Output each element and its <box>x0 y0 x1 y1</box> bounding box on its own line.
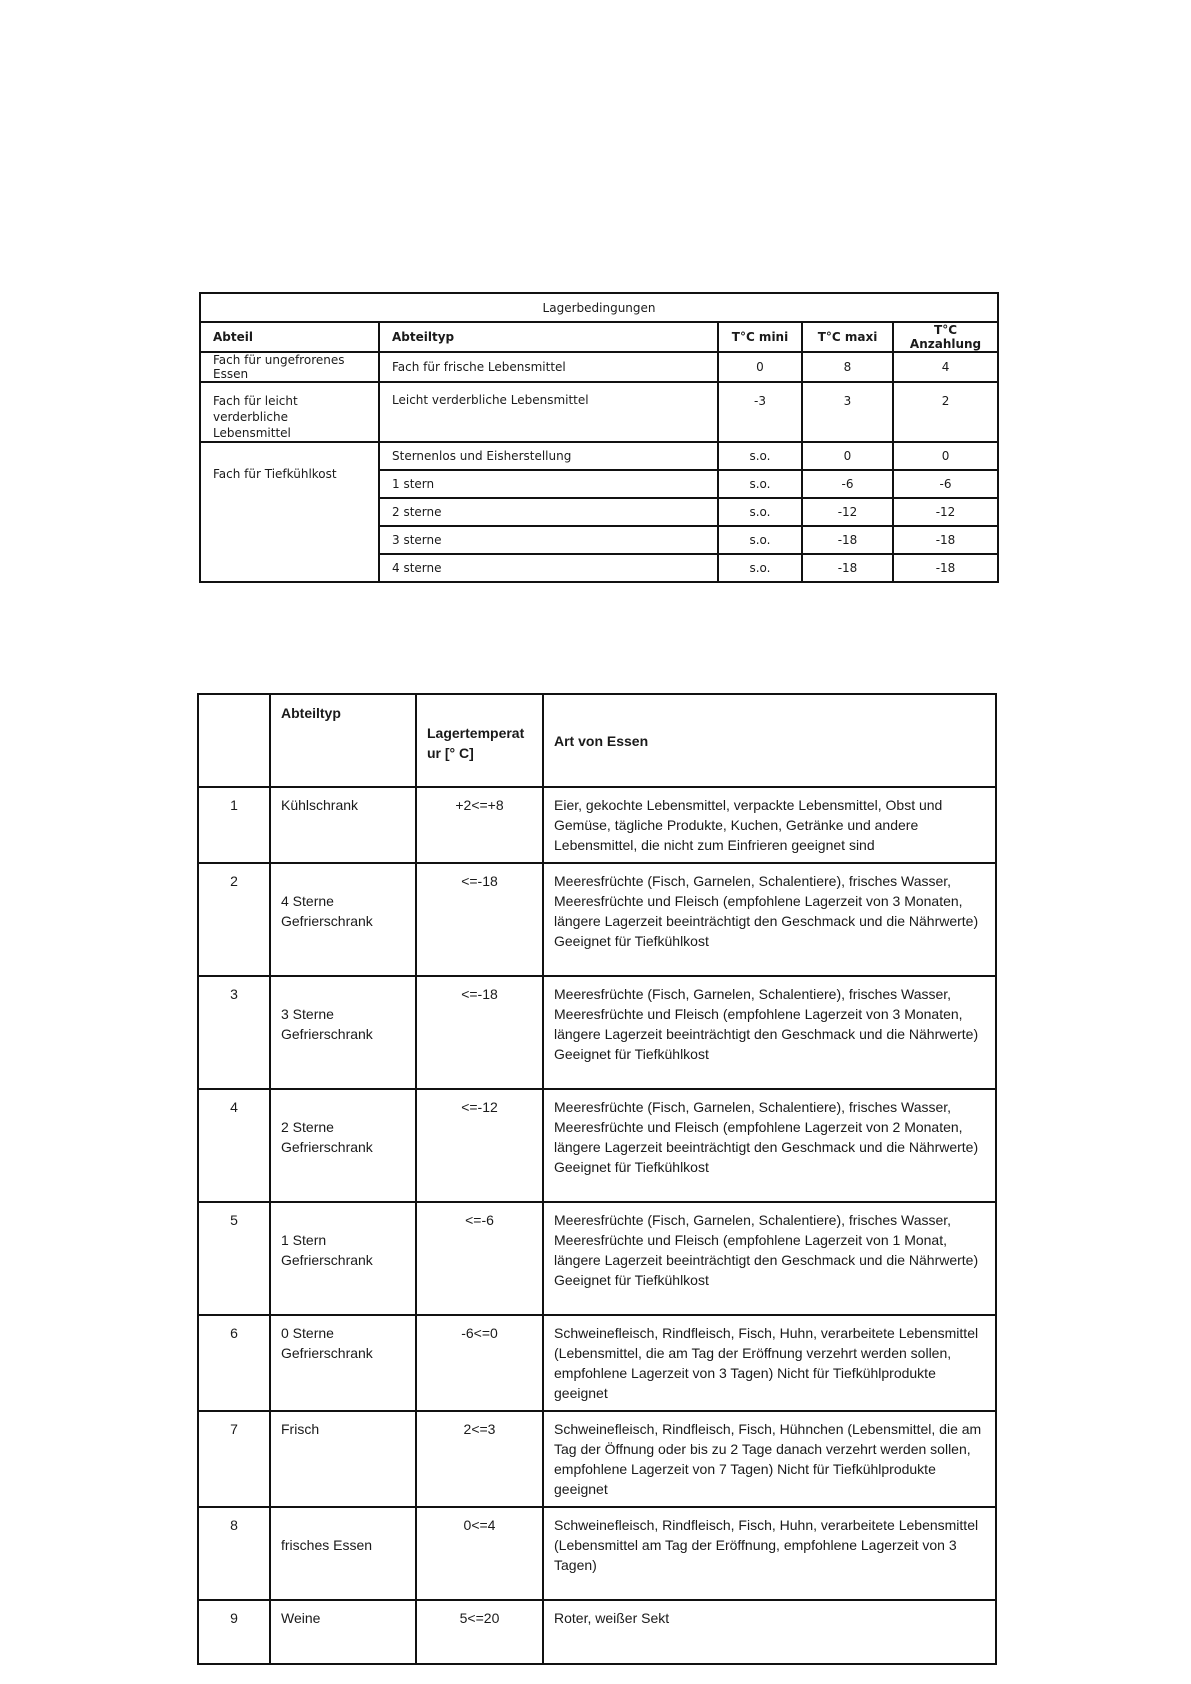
cell-lagertemperatur: +2<=+8 <box>416 787 543 863</box>
cell-t-maxi: 3 <box>802 382 893 442</box>
cell-nr: 7 <box>198 1411 270 1507</box>
lagerbedingungen-table <box>199 292 999 583</box>
table-row <box>198 787 996 863</box>
cell-abteiltyp: Leicht verderbliche Lebensmittel <box>379 382 718 442</box>
cell-abteiltyp: 4 sterne <box>379 554 718 582</box>
table-title: Lagerbedingungen <box>200 293 998 322</box>
header-abteiltyp: Abteiltyp <box>270 694 416 787</box>
table-row <box>200 352 998 382</box>
cell-t-maxi: -12 <box>802 498 893 526</box>
cell-nr: 4 <box>198 1089 270 1202</box>
cell-art-von-essen: Meeresfrüchte (Fisch, Garnelen, Schalentiere), frisches Wasser, Meeresfrüchte und Fleisch (empfohlene Lagerzeit von 2 Monaten, längere Lagerzeit beeinträchtigt den Geschmack und die Nährwerte) Geeignet für Tiefkühlkost <box>543 1089 996 1202</box>
header-lagertemperatur-line2: ur [° C] <box>427 745 474 761</box>
cell-abteil-line2: Lebensmittel <box>213 426 291 440</box>
table-row <box>198 1315 996 1411</box>
cell-abteiltyp: 3 Sterne Gefrierschrank <box>270 976 416 1089</box>
cell-t-anzahlung: 4 <box>893 352 998 382</box>
cell-nr: 2 <box>198 863 270 976</box>
cell-abteiltyp: frisches Essen <box>270 1507 416 1600</box>
cell-lagertemperatur: <=-12 <box>416 1089 543 1202</box>
table-row <box>198 863 996 976</box>
cell-nr: 5 <box>198 1202 270 1315</box>
cell-abteil: Fach für ungefrorenes Essen <box>200 352 379 382</box>
header-lagertemperatur <box>416 694 543 787</box>
table-row <box>200 442 998 470</box>
cell-lagertemperatur: <=-18 <box>416 976 543 1089</box>
cell-t-mini: s.o. <box>718 554 802 582</box>
cell-abteiltyp: 0 Sterne Gefrierschrank <box>270 1315 416 1411</box>
header-t-anzahlung: T°C Anzahlung <box>893 322 998 352</box>
cell-t-maxi: 8 <box>802 352 893 382</box>
cell-nr: 3 <box>198 976 270 1089</box>
header-lagertemperatur-line1: Lagertemperat <box>427 725 525 741</box>
cell-t-anzahlung: -18 <box>893 526 998 554</box>
header-art-von-essen: Art von Essen <box>543 694 996 787</box>
header-t-maxi: T°C maxi <box>802 322 893 352</box>
cell-art-von-essen: Meeresfrüchte (Fisch, Garnelen, Schalentiere), frisches Wasser, Meeresfrüchte und Fleisch (empfohlene Lagerzeit von 3 Monaten, längere Lagerzeit beeinträchtigt den Geschmack und die Nährwerte) Geeignet für Tiefkühlkost <box>543 976 996 1089</box>
cell-t-anzahlung: 0 <box>893 442 998 470</box>
cell-art-von-essen: Schweinefleisch, Rindfleisch, Fisch, Huhn, verarbeitete Lebensmittel (Lebensmittel am Tag der Eröffnung, empfohlene Lagerzeit von 3 Tagen) <box>543 1507 996 1600</box>
header-t-mini: T°C mini <box>718 322 802 352</box>
table-row <box>198 1507 996 1600</box>
table-row <box>198 1411 996 1507</box>
cell-t-anzahlung: 2 <box>893 382 998 442</box>
cell-t-anzahlung: -12 <box>893 498 998 526</box>
table-row <box>198 1089 996 1202</box>
cell-nr: 9 <box>198 1600 270 1664</box>
cell-t-mini: s.o. <box>718 442 802 470</box>
header-abteil: Abteil <box>200 322 379 352</box>
cell-t-mini: 0 <box>718 352 802 382</box>
cell-abteiltyp: 3 sterne <box>379 526 718 554</box>
cell-art-von-essen: Meeresfrüchte (Fisch, Garnelen, Schalentiere), frisches Wasser, Meeresfrüchte und Fleisch (empfohlene Lagerzeit von 1 Monat, längere Lagerzeit beeinträchtigt den Geschmack und die Nährwerte) Geeignet für Tiefkühlkost <box>543 1202 996 1315</box>
table-row <box>198 1202 996 1315</box>
cell-lagertemperatur: <=-18 <box>416 863 543 976</box>
cell-t-mini: -3 <box>718 382 802 442</box>
abteiltyp-table <box>197 693 997 1665</box>
cell-t-mini: s.o. <box>718 470 802 498</box>
cell-t-maxi: 0 <box>802 442 893 470</box>
cell-nr: 6 <box>198 1315 270 1411</box>
header-row <box>198 694 996 787</box>
cell-art-von-essen: Eier, gekochte Lebensmittel, verpackte Lebensmittel, Obst und Gemüse, tägliche Produkte, Kuchen, Getränke und andere Lebensmittel, die nicht zum Einfrieren geeignet sind <box>543 787 996 863</box>
table-row <box>198 976 996 1089</box>
cell-abteiltyp: 1 stern <box>379 470 718 498</box>
cell-abteiltyp: 2 Sterne Gefrierschrank <box>270 1089 416 1202</box>
cell-lagertemperatur: <=-6 <box>416 1202 543 1315</box>
cell-abteiltyp: Weine <box>270 1600 416 1664</box>
cell-nr: 8 <box>198 1507 270 1600</box>
cell-abteiltyp: Frisch <box>270 1411 416 1507</box>
header-nr <box>198 694 270 787</box>
cell-abteiltyp: 2 sterne <box>379 498 718 526</box>
header-row <box>200 322 998 352</box>
cell-art-von-essen: Schweinefleisch, Rindfleisch, Fisch, Hühnchen (Lebensmittel, die am Tag der Öffnung oder bis zu 2 Tage danach verzehrt werden sollen, empfohlene Lagerzeit von 7 Tagen) Nicht für Tiefkühlprodukte geeignet <box>543 1411 996 1507</box>
cell-abteil: Fach für Tiefkühlkost <box>200 442 379 582</box>
cell-art-von-essen: Schweinefleisch, Rindfleisch, Fisch, Huhn, verarbeitete Lebensmittel (Lebensmittel, die am Tag der Eröffnung verzehrt werden sollen, empfohlene Lagerzeit von 3 Tagen) Nicht für Tiefkühlprodukte geeignet <box>543 1315 996 1411</box>
cell-abteiltyp: Sternenlos und Eisherstellung <box>379 442 718 470</box>
cell-abteiltyp: 4 Sterne Gefrierschrank <box>270 863 416 976</box>
cell-art-von-essen: Meeresfrüchte (Fisch, Garnelen, Schalentiere), frisches Wasser, Meeresfrüchte und Fleisch (empfohlene Lagerzeit von 3 Monaten, längere Lagerzeit beeinträchtigt den Geschmack und die Nährwerte) Geeignet für Tiefkühlkost <box>543 863 996 976</box>
cell-lagertemperatur: 5<=20 <box>416 1600 543 1664</box>
table-row <box>198 1600 996 1664</box>
cell-t-anzahlung: -18 <box>893 554 998 582</box>
cell-t-maxi: -6 <box>802 470 893 498</box>
cell-t-maxi: -18 <box>802 526 893 554</box>
cell-t-mini: s.o. <box>718 526 802 554</box>
cell-t-maxi: -18 <box>802 554 893 582</box>
cell-abteiltyp: 1 Stern Gefrierschrank <box>270 1202 416 1315</box>
cell-abteil <box>200 382 379 442</box>
table-row <box>200 382 998 442</box>
header-abteiltyp: Abteiltyp <box>379 322 718 352</box>
cell-t-mini: s.o. <box>718 498 802 526</box>
cell-abteil-line1: Fach für leicht verderbliche <box>213 394 298 424</box>
cell-lagertemperatur: 0<=4 <box>416 1507 543 1600</box>
cell-t-anzahlung: -6 <box>893 470 998 498</box>
cell-lagertemperatur: 2<=3 <box>416 1411 543 1507</box>
cell-lagertemperatur: -6<=0 <box>416 1315 543 1411</box>
cell-abteiltyp: Kühlschrank <box>270 787 416 863</box>
cell-art-von-essen: Roter, weißer Sekt <box>543 1600 996 1664</box>
cell-nr: 1 <box>198 787 270 863</box>
cell-abteiltyp: Fach für frische Lebensmittel <box>379 352 718 382</box>
